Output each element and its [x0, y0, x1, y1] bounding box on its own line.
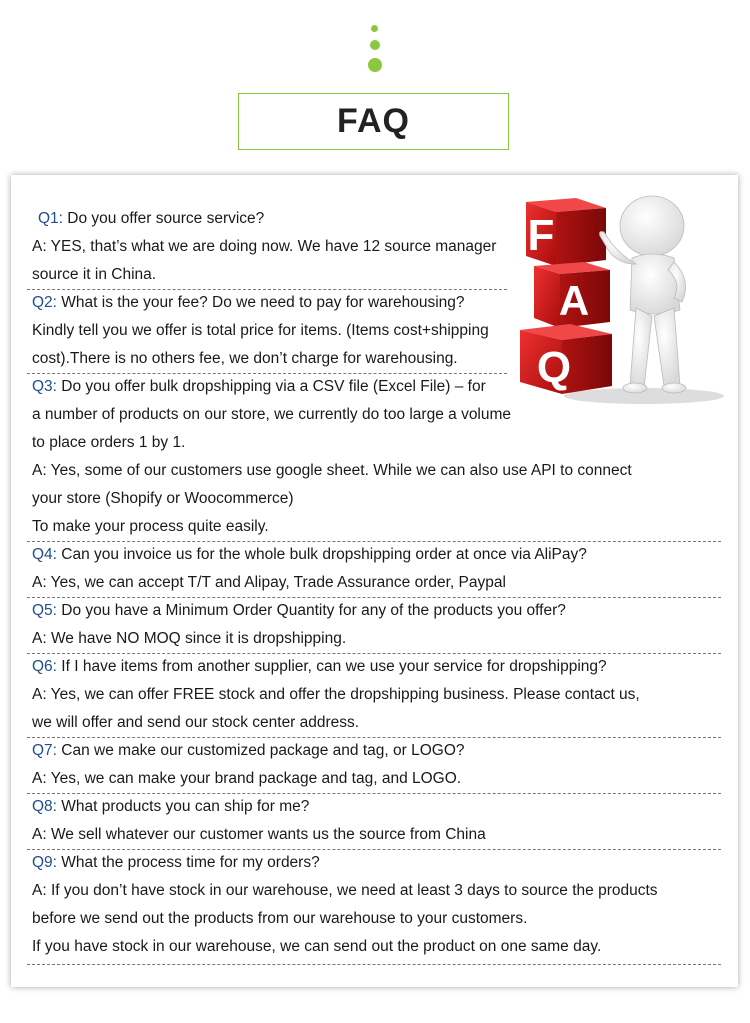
- faq-answer-line: we will offer and send our stock center address.: [32, 714, 360, 731]
- dashed-divider: [27, 541, 721, 542]
- faq-answer-line: Kindly tell you we offer is total price for items. (Items cost+shipping: [32, 322, 489, 339]
- faq-question-text: Do you offer source service?: [62, 210, 265, 227]
- faq-question-label: Q2:: [32, 294, 57, 311]
- dot-medium: [370, 40, 380, 50]
- faq-question: [32, 741, 465, 761]
- faq-question-text: What is the your fee? Do we need to pay for warehousing?: [56, 294, 465, 311]
- faq-answer-line: A: Yes, some of our customers use google sheet. While we can also use API to connect: [32, 462, 632, 479]
- faq-question: [38, 209, 264, 229]
- faq-answer-line: A: Yes, we can make your brand package and tag, and LOGO.: [32, 770, 462, 787]
- faq-illustration: [514, 190, 734, 410]
- dashed-divider: [27, 964, 721, 965]
- dashed-divider: [27, 597, 721, 598]
- cube-a: [534, 262, 610, 328]
- faq-question-text: Can we make our customized package and tag, or LOGO?: [56, 742, 465, 759]
- dashed-divider: [27, 793, 721, 794]
- faq-question: [32, 657, 607, 677]
- faq-answer-line: A: Yes, we can accept T/T and Alipay, Trade Assurance order, Paypal: [32, 574, 506, 591]
- faq-question: [32, 377, 486, 397]
- faq-question: [32, 853, 320, 873]
- dashed-divider: [27, 289, 507, 290]
- cube-f: [526, 198, 606, 266]
- dashed-divider: [27, 737, 721, 738]
- faq-question: [32, 601, 566, 621]
- faq-question-label: Q6:: [32, 658, 57, 675]
- dashed-divider: [27, 849, 721, 850]
- dashed-divider: [27, 373, 507, 374]
- faq-answer-line: To make your process quite easily.: [32, 518, 269, 535]
- faq-answer-line: A: Yes, we can offer FREE stock and offer the dropshipping business. Please contact us,: [32, 686, 640, 703]
- decorative-dots: [0, 0, 750, 80]
- faq-question-label: Q7:: [32, 742, 57, 759]
- faq-answer-line: cost).There is no others fee, we don’t charge for warehousing.: [32, 350, 458, 367]
- faq-question-text: What the process time for my orders?: [56, 854, 320, 871]
- cube-letter-q: Q: [536, 343, 572, 392]
- cube-letter-a: A: [558, 277, 590, 324]
- cube-letter-f: F: [527, 211, 555, 260]
- faq-answer-line: a number of products on our store, we currently do too large a volume: [32, 406, 512, 423]
- faq-question-label: Q5:: [32, 602, 57, 619]
- page-title: FAQ: [337, 102, 410, 140]
- faq-answer-line: A: YES, that’s what we are doing now. We have 12 source manager: [32, 238, 497, 255]
- faq-question-label: Q1:: [38, 210, 63, 227]
- faq-answer-line: your store (Shopify or Woocommerce): [32, 490, 294, 507]
- faq-answer-line: before we send out the products from our warehouse to your customers.: [32, 910, 528, 927]
- faq-answer-line: A: We sell whatever our customer wants us the source from China: [32, 826, 486, 843]
- faq-answer-line: source it in China.: [32, 266, 157, 283]
- faq-question: [32, 293, 465, 313]
- faq-question: [32, 545, 587, 565]
- dot-small: [371, 25, 378, 32]
- faq-question: [32, 797, 309, 817]
- dot-large: [368, 58, 382, 72]
- faq-question-text: Can you invoice us for the whole bulk dropshipping order at once via AliPay?: [56, 546, 587, 563]
- faq-question-text: What products you can ship for me?: [56, 798, 310, 815]
- page-title-box: [238, 93, 509, 150]
- faq-answer-line: A: If you don’t have stock in our warehouse, we need at least 3 days to source the products: [32, 882, 658, 899]
- white-figure: [600, 196, 687, 393]
- faq-question-label: Q9:: [32, 854, 57, 871]
- cube-q: [520, 324, 612, 394]
- faq-question-label: Q8:: [32, 798, 57, 815]
- faq-answer-line: A: We have NO MOQ since it is dropshipping.: [32, 630, 347, 647]
- faq-question-label: Q4:: [32, 546, 57, 563]
- faq-answer-line: to place orders 1 by 1.: [32, 434, 186, 451]
- faq-question-label: Q3:: [32, 378, 57, 395]
- faq-answer-line: If you have stock in our warehouse, we can send out the product on one same day.: [32, 938, 602, 955]
- faq-question-text: If I have items from another supplier, can we use your service for dropshipping?: [56, 658, 607, 675]
- faq-question-text: Do you offer bulk dropshipping via a CSV file (Excel File) – for: [56, 378, 486, 395]
- dashed-divider: [27, 653, 721, 654]
- faq-question-text: Do you have a Minimum Order Quantity for any of the products you offer?: [56, 602, 566, 619]
